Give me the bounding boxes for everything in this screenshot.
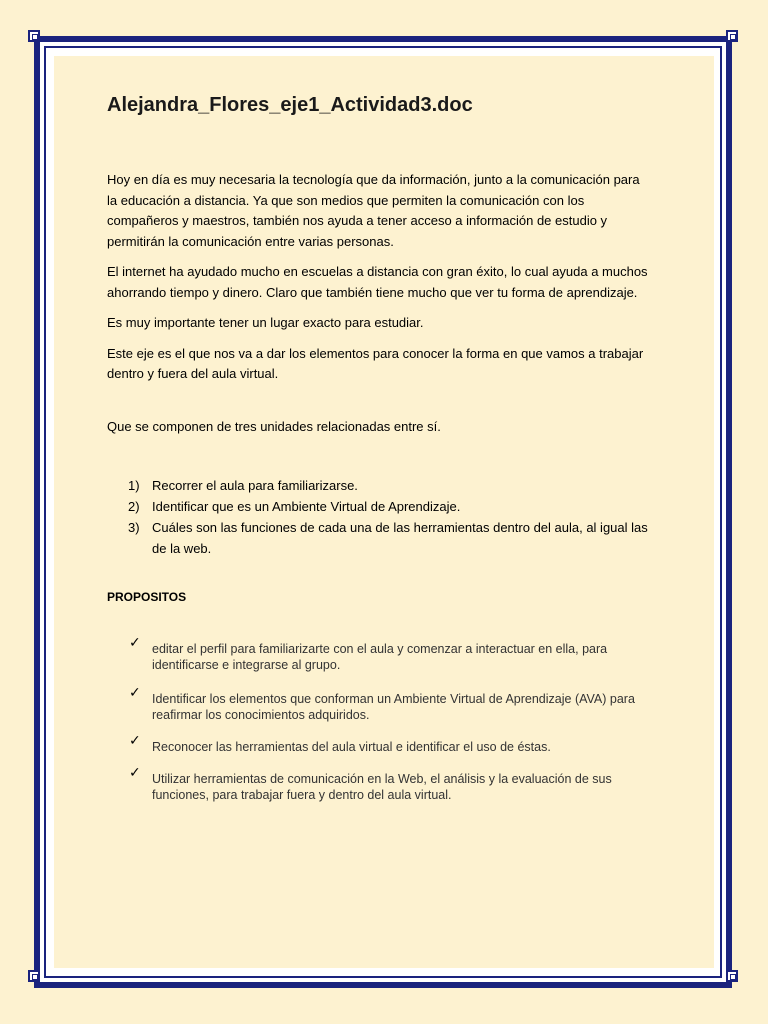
paragraph-units-intro: Que se componen de tres unidades relacionadas entre sí.	[107, 418, 441, 434]
goal-text: Identificar los elementos que conforman un Ambiente Virtual de Aprendizaje (AVA) para reafirmar los conocimientos adquiridos.	[152, 692, 635, 722]
corner-ornament-bottom-right	[726, 970, 738, 982]
document-body	[107, 90, 652, 803]
units-list	[107, 475, 652, 559]
corner-ornament-top-left	[28, 30, 40, 42]
paragraph-axis: Este eje es el que nos va a dar los elementos para conocer la forma en que vamos a trabajar dentro y fuera del aula virtual.	[107, 345, 644, 381]
goal-item	[107, 685, 652, 723]
goal-item	[107, 635, 652, 673]
goal-item	[107, 765, 652, 803]
list-item	[107, 517, 652, 559]
check-icon: ✓	[129, 733, 141, 749]
list-item-text: Cuáles son las funciones de cada una de las herramientas dentro del aula, al igual las de la web.	[152, 520, 648, 556]
corner-ornament-top-right	[726, 30, 738, 42]
list-item-number: 2)	[128, 499, 140, 514]
list-item-text: Identificar que es un Ambiente Virtual de Aprendizaje.	[152, 499, 461, 514]
goal-text: editar el perfil para familiarizarte con el aula y comenzar a interactuar en ella, para identificarse e integrarse al grupo.	[152, 642, 608, 672]
check-icon: ✓	[129, 685, 141, 701]
paragraph-intro: Hoy en día es muy necesaria la tecnología que da información, junto a la comunicación para la educación a distancia. Ya que son medios que permiten la comunicación con los compañeros y maestros, también nos ayuda a tener acceso a información de estudio y permitirán la comunicación entre varias personas.	[107, 172, 640, 249]
document-title: Alejandra_Flores_eje1_Actividad3.doc	[107, 94, 473, 116]
list-item-number: 1)	[128, 478, 140, 493]
check-icon: ✓	[129, 635, 141, 651]
section-title-propositos: PROPOSITOS	[107, 590, 187, 604]
goals-list	[107, 635, 652, 803]
check-icon: ✓	[129, 765, 141, 781]
goal-text: Utilizar herramientas de comunicación en la Web, el análisis y la evaluación de sus funciones, para trabajar fuera y dentro del aula virtual.	[152, 772, 612, 802]
list-item-text: Recorrer el aula para familiarizarse.	[152, 478, 358, 493]
goal-item	[107, 733, 652, 755]
paragraph-internet: El internet ha ayudado mucho en escuelas a distancia con gran éxito, lo cual ayuda a muchos ahorrando tiempo y dinero. Claro que también tiene mucho que ver tu forma de aprendizaje.	[107, 264, 648, 300]
paragraph-study-place: Es muy importante tener un lugar exacto para estudiar.	[107, 315, 424, 330]
goal-text: Reconocer las herramientas del aula virtual e identificar el uso de éstas.	[152, 740, 551, 754]
list-item-number: 3)	[128, 520, 140, 535]
list-item	[107, 475, 652, 496]
list-item	[107, 496, 652, 517]
corner-ornament-bottom-left	[28, 970, 40, 982]
